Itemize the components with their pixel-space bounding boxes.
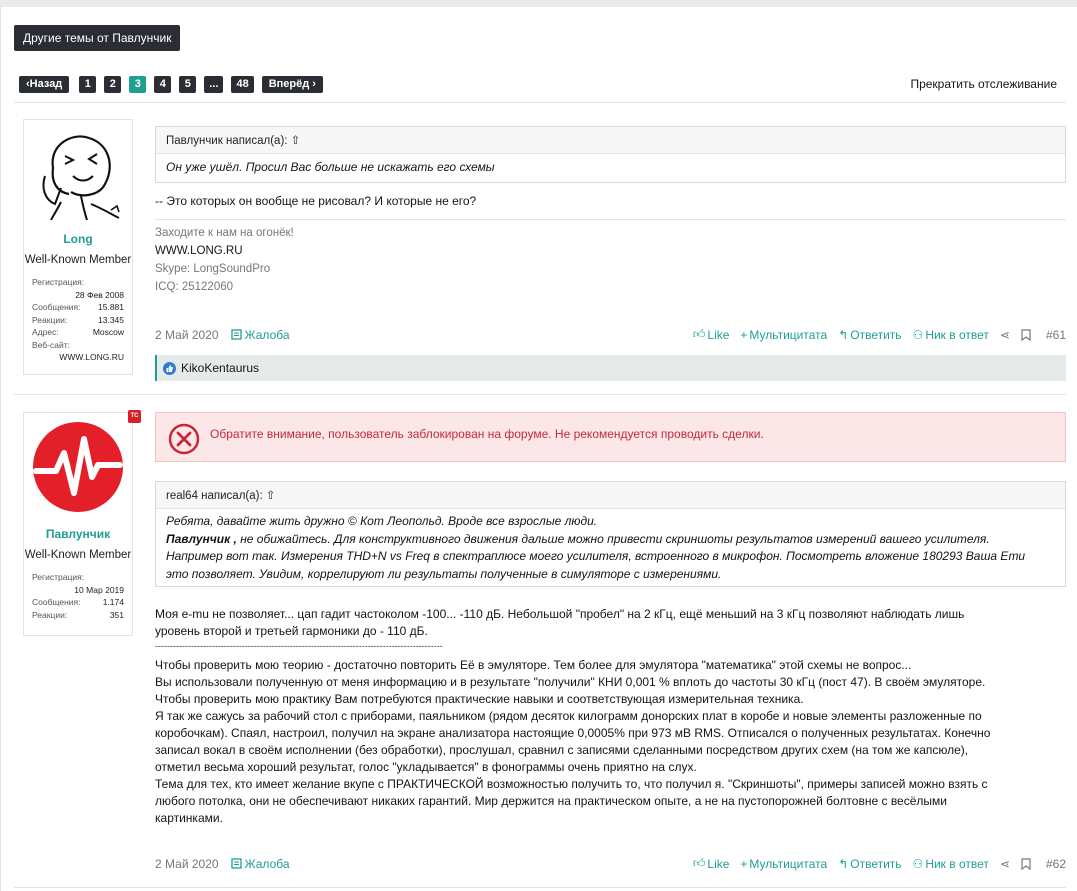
prev-page-label: Назад [29, 77, 63, 90]
stat-row [32, 276, 124, 289]
quote-author[interactable] [156, 482, 1065, 509]
divider [14, 887, 1066, 888]
reply-button[interactable] [838, 328, 901, 342]
user-icon: ⚇ [912, 856, 924, 871]
nick-reply-label: Ник в ответ [925, 327, 989, 342]
post-number[interactable]: #61 [1045, 327, 1066, 342]
message-separator: ------------------------------------------------------------------------------------------------ [155, 641, 443, 651]
topic-starter-badge: TC [128, 410, 141, 423]
user-title: Well-Known Member [24, 549, 132, 561]
report-label: Жалоба [244, 327, 290, 342]
message-text: -- Это которых он вообще не рисовал? И которые не его? [155, 193, 477, 208]
thumbs-up-icon: 👍︎ [692, 327, 706, 341]
nick-reply-label: Ник в ответ [925, 856, 989, 871]
message-line: отметил весьма хороший результат, голос "укладывается" в фонограммы очень приятно на слух. [155, 760, 697, 774]
user-stats [32, 276, 124, 364]
report-link[interactable] [231, 328, 290, 342]
multiquote-label: Мультицитата [749, 856, 828, 871]
quote-author[interactable] [156, 127, 1065, 154]
mention-link[interactable]: Павлунчик , [166, 531, 237, 546]
message-text [155, 606, 1066, 827]
message-line: Вы использовали полученную от меня информацию и в результате "получили" КНИ 0,001 % вплоть до частоты 30 кГц (пост 47). В своём эмуляторе. [155, 675, 986, 689]
quote-text: Он уже ушёл. Просил Вас больше не искажать его схемы [166, 160, 495, 174]
message-line: коробочкам). Спаял, настроил, получил на экране анализатора настоящие 0,0005% при 973 мВ RMS. Отписался о полученных результатах. Конечно [155, 726, 991, 740]
message-line: Чтобы проверить мою теорию - достаточно повторить Её в эмуляторе. Тем более для эмулятора "математика" этой схемы не вопрос... [155, 658, 912, 672]
quote-text [156, 509, 1065, 586]
plus-icon: + [740, 327, 748, 342]
reply-label: Ответить [850, 327, 902, 342]
page-link-48[interactable]: 48 [231, 76, 253, 93]
stat-label: Реакции: [32, 609, 68, 620]
message-line: уровень второй и третьей гармоники до - 110 дБ. [155, 624, 428, 638]
stat-row [32, 339, 124, 352]
post-number[interactable]: #62 [1045, 856, 1066, 871]
username[interactable]: Long [63, 232, 93, 246]
quote-line-text: не обижайтесь. Для конструктивного движения дальше можно привести скриншоты результатов измерений вашего усилителя. [236, 531, 990, 546]
post-actions [693, 856, 1066, 871]
signature-link[interactable]: WWW.LONG.RU [155, 245, 243, 257]
share-icon[interactable]: ⋖ [999, 856, 1010, 871]
stat-row [32, 301, 124, 314]
message-line: Чтобы проверить мою практику Вам потребуются практические навыки и соответствующая измерительная техника. [155, 692, 804, 706]
report-label: Жалоба [244, 856, 290, 871]
reply-icon: ↰ [838, 856, 849, 871]
message-line: любого потолка, они не обеспечивают никаких гарантий. Мир держится на практическом опыте, а не на пустопорожней болтовне с весёлыми [155, 794, 947, 808]
post-61 [14, 119, 1066, 389]
avatar[interactable] [31, 126, 125, 220]
stat-value: 13.345 [98, 314, 124, 325]
unwatch-link[interactable]: Прекратить отслеживание [910, 77, 1057, 91]
page-link-1[interactable]: 1 [79, 76, 96, 93]
signature [155, 219, 1066, 296]
post-content [155, 126, 1066, 389]
error-circle-icon [168, 423, 200, 455]
avatar[interactable] [28, 417, 128, 517]
user-cell [23, 412, 133, 636]
page-link-3-current[interactable]: 3 [129, 76, 146, 93]
stat-label: Адрес: [32, 327, 59, 337]
stat-value: 10 Мар 2019 [74, 584, 124, 595]
stat-label: Реакции: [32, 314, 68, 325]
page [0, 7, 1077, 891]
reply-label: Ответить [850, 856, 902, 871]
divider [14, 102, 1066, 103]
username[interactable]: Павлунчик [45, 527, 111, 541]
post-62 [14, 412, 1066, 882]
like-reaction-icon [163, 362, 176, 375]
stat-row [32, 609, 124, 622]
reply-icon: ↰ [838, 327, 849, 342]
user-title: Well-Known Member [24, 254, 132, 266]
nick-reply-button[interactable] [913, 328, 989, 342]
page-link-4[interactable]: 4 [154, 76, 171, 93]
like-label: Like [707, 856, 730, 871]
stat-row [32, 314, 124, 327]
reaction-user[interactable]: KikoKentaurus [181, 361, 260, 375]
bookmark-icon[interactable] [1021, 329, 1031, 341]
quote-line: Ребята, давайте жить дружно © Кот Леопольд. Вроде все взрослые люди. [166, 514, 598, 528]
arrow-up-circle-icon[interactable]: ⇧ [265, 490, 276, 502]
stat-row [32, 326, 124, 339]
message-line: записал вокал в своём исполнении (без обработки), прослушал, сравнил с записями сделанными посредством других схем (на том же капсюле), [155, 743, 969, 757]
like-button[interactable] [693, 327, 730, 342]
quote-line [166, 531, 1055, 549]
share-icon[interactable]: ⋖ [999, 327, 1010, 342]
multiquote-button[interactable] [740, 328, 827, 342]
stat-row [32, 351, 124, 364]
stat-value: 351 [109, 609, 124, 620]
like-button[interactable] [693, 856, 730, 871]
post-footer [155, 856, 1066, 871]
quote-author-text: real64 написал(а): [166, 490, 263, 502]
ban-notice-text: Обратите внимание, пользователь заблокирован на форуме. Не рекомендуется проводить сделки. [210, 427, 764, 441]
arrow-up-circle-icon[interactable]: ⇧ [290, 135, 301, 147]
message-line: Тема для тех, кто имеет желание вкупе с ПРАКТИЧЕСКОЙ возможностью получить то, что получил я. "Скриншоты", примеры записей можно взять с [155, 777, 988, 791]
post-actions [693, 327, 1066, 342]
message-line: Моя e-mu не позволяет... цап гадит частоколом -100... -110 дБ. Небольшой "пробел" на 2 кГц, ещё меньший на 3 кГц позволяют наблюдать лишь [155, 607, 965, 621]
signature-line: ICQ: 25122060 [155, 281, 234, 293]
stat-row [32, 584, 124, 597]
like-label: Like [707, 327, 730, 342]
stat-value: Moscow [92, 327, 124, 337]
report-icon [231, 858, 242, 869]
reactions-bar [155, 355, 1066, 381]
quote-block [155, 126, 1066, 183]
ban-notice [155, 412, 1066, 462]
stat-label: Сообщения: [32, 597, 81, 607]
message-line: Я так же сажусь за рабочий стол с приборами, паяльником (рядом десяток килограмм донорских плат в коробе и новые элементы разложенные по [155, 709, 982, 723]
quote-block [155, 481, 1066, 587]
multiquote-label: Мультицитата [749, 327, 828, 342]
quote-line: это позволяет. Увидим, коррелируют ли результаты полученные в симуляторе с измерениями. [166, 566, 722, 581]
user-icon: ⚇ [912, 327, 924, 342]
user-stats [32, 571, 124, 621]
post-date[interactable]: 2 Май 2020 [155, 856, 219, 871]
page-link-2[interactable]: 2 [104, 76, 121, 93]
report-icon [231, 329, 242, 340]
other-topics-button[interactable]: Другие темы от Павлунчик [14, 25, 180, 51]
bookmark-icon[interactable] [1021, 858, 1031, 870]
stat-value: 28 Фев 2008 [75, 289, 124, 300]
page-link-5[interactable]: 5 [179, 76, 196, 93]
signature-line: Skype: LongSoundPro [155, 263, 271, 275]
stat-label: Регистрация: [32, 572, 85, 582]
prev-page-button[interactable]: ‹Назад [19, 76, 69, 93]
stat-row [32, 289, 124, 302]
next-page-button[interactable]: Вперёд › [262, 76, 323, 93]
website-link[interactable]: WWW.LONG.RU [59, 352, 124, 362]
reply-button[interactable] [838, 857, 901, 871]
quote-line: Например вот так. Измерения THD+N vs Freq в спектраплюсе моего усилителя, встроенного в микрофон. Посмотреть вложение 180293 Ваша Emu [166, 549, 1026, 563]
stat-value: 1.174 [102, 597, 124, 607]
signature-line: Заходите к нам на огонёк! [155, 227, 294, 239]
message-line: картинками. [155, 811, 223, 825]
user-cell [23, 119, 133, 375]
page-jump-ellipsis[interactable]: ... [204, 76, 223, 93]
stat-label: Сообщения: [32, 302, 81, 312]
quote-author-text: Павлунчик написал(а): [166, 135, 288, 147]
post-date[interactable]: 2 Май 2020 [155, 327, 219, 342]
next-page-label: Вперёд [268, 77, 310, 90]
nick-reply-button[interactable] [913, 857, 989, 871]
stat-row [32, 571, 124, 584]
stat-row [32, 596, 124, 609]
pagination [19, 75, 325, 93]
post-footer [155, 327, 1066, 342]
plus-icon: + [740, 856, 748, 871]
stat-value: 15.881 [98, 302, 124, 312]
thumbs-up-icon: 👍︎ [692, 856, 706, 870]
divider [14, 394, 1066, 395]
multiquote-button[interactable] [740, 857, 827, 871]
stat-label: Веб-сайт: [32, 339, 70, 350]
report-link[interactable] [231, 857, 290, 871]
stat-label: Регистрация: [32, 277, 85, 287]
post-content [155, 412, 1066, 882]
